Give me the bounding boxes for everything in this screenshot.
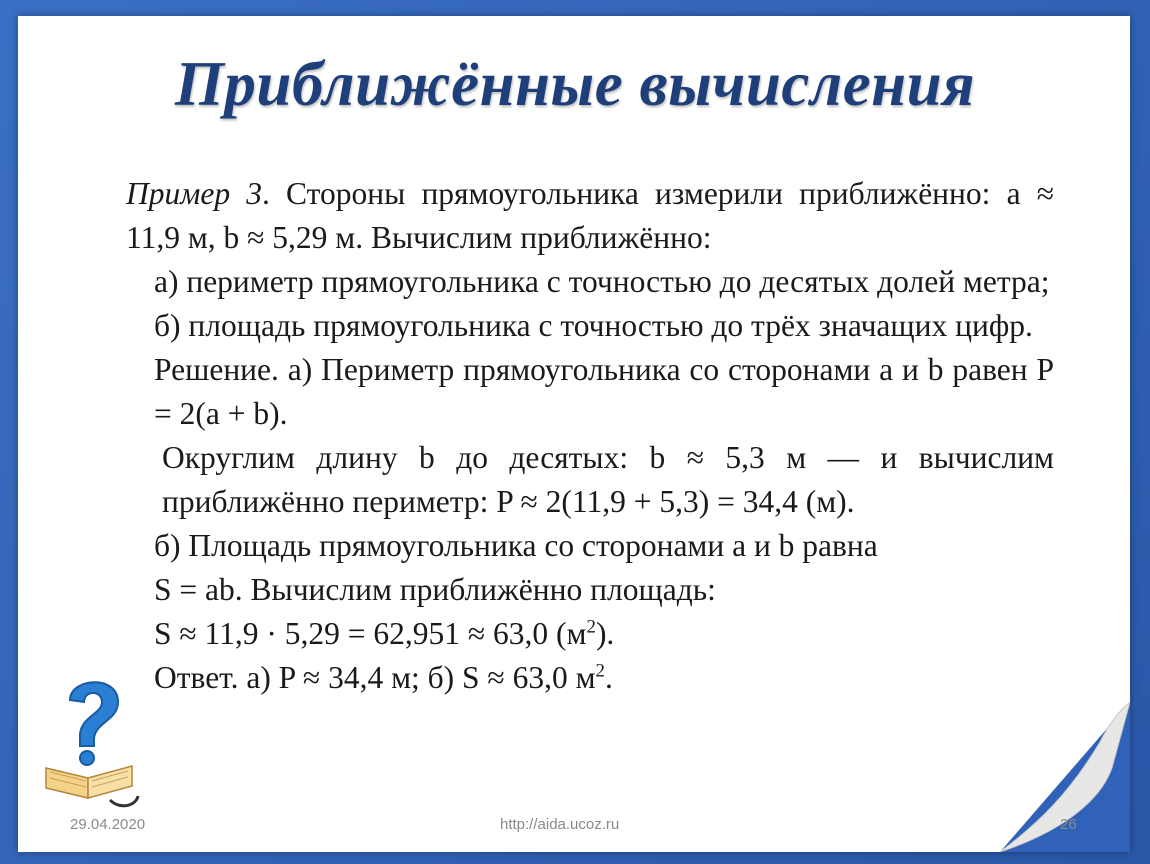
question-book-icon: [40, 660, 140, 810]
footer-page-number: 26: [1060, 816, 1077, 833]
area-calc-sup: 2: [586, 616, 596, 638]
answer-sup: 2: [595, 660, 605, 682]
area-calc-main: S ≈ 11,9 · 5,29 = 62,951 ≈ 63,0 (м: [154, 616, 587, 651]
task-a: а) периметр прямоугольника с точностью до десятых долей метра;: [154, 264, 1050, 299]
rounding-step: Округлим длину b до десятых: b ≈ 5,3 м — и вычислим приближённо периметр: P ≈ 2(11,9 + 5,3) = 34,4 (м).: [162, 440, 1054, 519]
example-label: Пример 3: [126, 176, 263, 211]
solution-a: Решение. а) Периметр прямоугольника со сторонами a и b равен P = 2(a + b).: [154, 352, 1054, 431]
solution-b: б) Площадь прямоугольника со сторонами a и b равна: [154, 528, 878, 563]
answer-end: .: [604, 660, 613, 695]
answer-main: Ответ. а) P ≈ 34,4 м; б) S ≈ 63,0 м: [154, 660, 596, 695]
answer: [126, 656, 1054, 700]
area-calc-end: ).: [595, 616, 615, 651]
footer-url[interactable]: http://aida.ucoz.ru: [500, 816, 620, 833]
area-calc: [126, 612, 1054, 656]
area-formula: S = ab. Вычислим приближённо площадь:: [154, 572, 716, 607]
footer-date: 29.04.2020: [70, 816, 146, 833]
task-b: б) площадь прямоугольника с точностью до трёх значащих цифр.: [154, 308, 1033, 343]
example-paragraph: [126, 172, 1054, 260]
page-title: Приближённые вычисления: [174, 49, 976, 119]
slide-body: [126, 172, 1054, 700]
example-text: . Стороны прямоугольника измерили приближённо: a ≈ 11,9 м, b ≈ 5,29 м. Вычислим приближённо:: [126, 176, 1055, 255]
